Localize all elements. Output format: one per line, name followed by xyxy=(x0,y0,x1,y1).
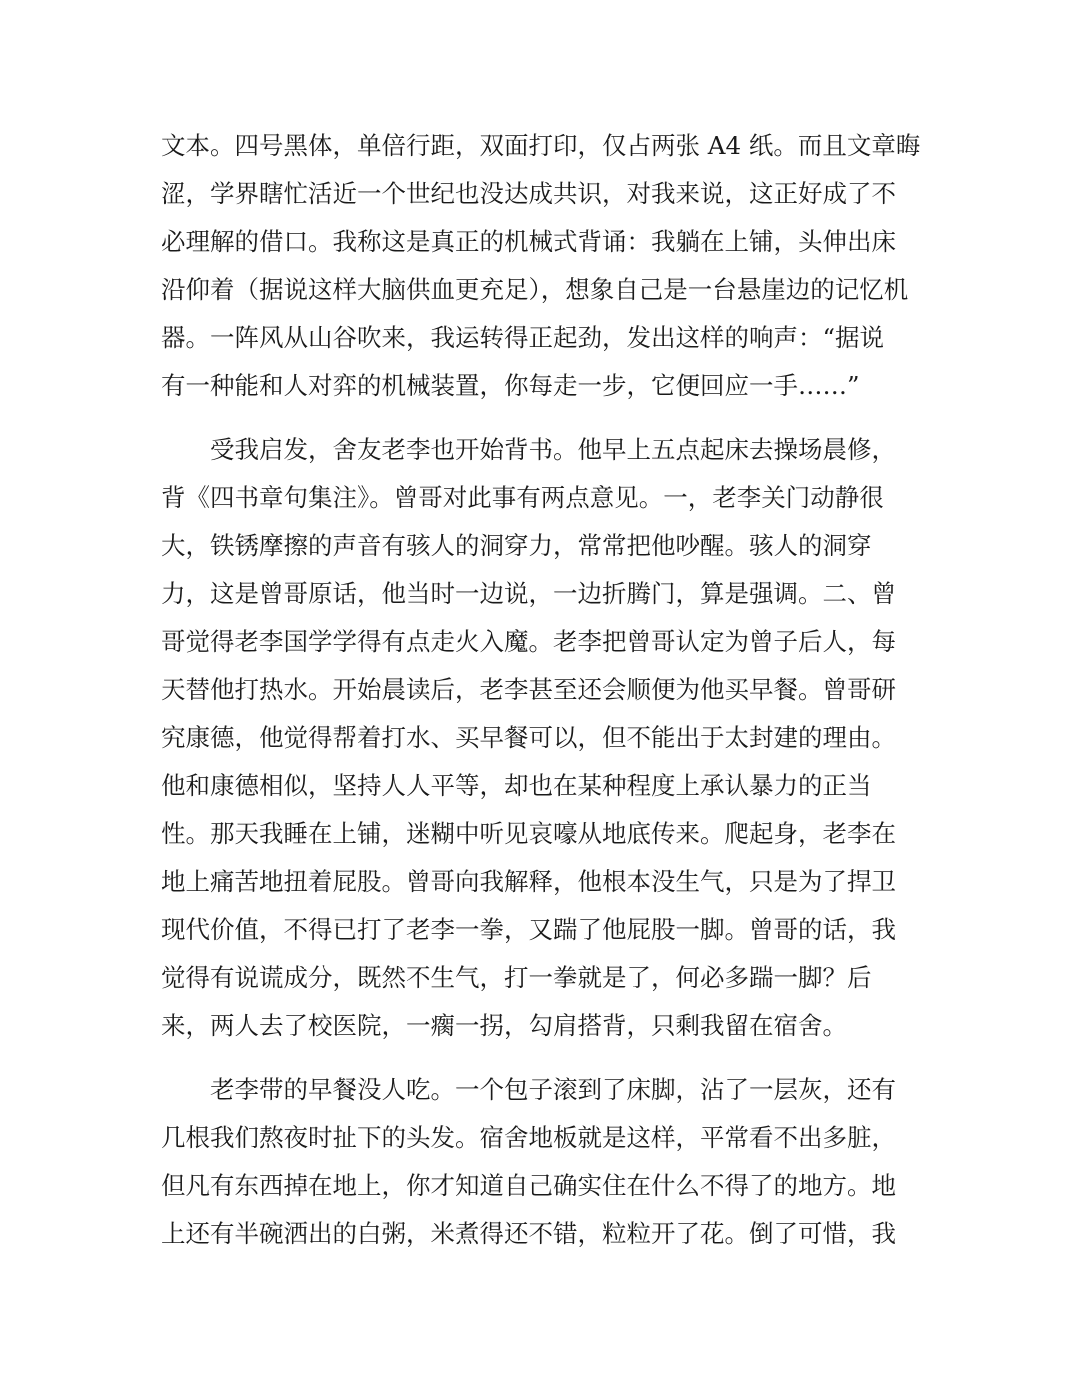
text-line: 他和康德相似，坚持人人平等，却也在某种程度上承认暴力的正当 xyxy=(161,771,872,800)
text-line: 背《四书章句集注》。曾哥对此事有两点意见。一，老李关门动静很 xyxy=(161,483,884,512)
paragraph-2 xyxy=(161,426,921,1050)
paragraph-gap xyxy=(161,410,921,426)
text-line: 哥觉得老李国学学得有点走火入魔。老李把曾哥认定为曾子后人，每 xyxy=(161,627,896,656)
text-line: 但凡有东西掉在地上，你才知道自己确实住在什么不得了的地方。地 xyxy=(161,1171,896,1200)
text-line: 天替他打热水。开始晨读后，老李甚至还会顺便为他买早餐。曾哥研 xyxy=(161,675,896,704)
text-line: 现代价值，不得已打了老李一拳，又踹了他屁股一脚。曾哥的话，我 xyxy=(161,915,896,944)
text-line: 大，铁锈摩擦的声音有骇人的洞穿力，常常把他吵醒。骇人的洞穿 xyxy=(161,531,872,560)
paragraph-1 xyxy=(161,122,921,410)
text-line: 有一种能和人对弈的机械装置，你每走一步，它便回应一手……” xyxy=(161,371,860,400)
text-line: 沿仰着（据说这样大脑供血更充足），想象自己是一台悬崖边的记忆机 xyxy=(161,275,909,304)
text-line: 地上痛苦地扭着屁股。曾哥向我解释，他根本没生气，只是为了捍卫 xyxy=(161,867,896,896)
text-line: 文本。四号黑体，单倍行距，双面打印，仅占两张 A4 纸。而且文章晦 xyxy=(161,131,921,160)
text-line: 必理解的借口。我称这是真正的机械式背诵：我躺在上铺，头伸出床 xyxy=(161,227,896,256)
text-line: 涩，学界瞎忙活近一个世纪也没达成共识，对我来说，这正好成了不 xyxy=(161,179,896,208)
text-line: 力，这是曾哥原话，他当时一边说，一边折腾门，算是强调。二、曾 xyxy=(161,579,896,608)
paragraph-3 xyxy=(161,1066,921,1258)
body-text xyxy=(161,122,921,1258)
text-line: 老李带的早餐没人吃。一个包子滚到了床脚，沾了一层灰，还有 xyxy=(161,1075,896,1104)
text-line: 觉得有说谎成分，既然不生气，打一拳就是了，何必多踹一脚？后 xyxy=(161,963,872,992)
text-line: 器。一阵风从山谷吹来，我运转得正起劲，发出这样的响声：“据说 xyxy=(161,323,885,352)
text-line: 受我启发，舍友老李也开始背书。他早上五点起床去操场晨修， xyxy=(161,435,896,464)
text-line: 究康德，他觉得帮着打水、买早餐可以，但不能出于太封建的理由。 xyxy=(161,723,896,752)
text-line: 来，两人去了校医院，一瘸一拐，勾肩搭背，只剩我留在宿舍。 xyxy=(161,1011,847,1040)
text-line: 性。那天我睡在上铺，迷糊中听见哀嚎从地底传来。爬起身，老李在 xyxy=(161,819,896,848)
text-line: 上还有半碗洒出的白粥，米煮得还不错，粒粒开了花。倒了可惜，我 xyxy=(161,1219,896,1248)
text-line: 几根我们熬夜时扯下的头发。宿舍地板就是这样，平常看不出多脏， xyxy=(161,1123,896,1152)
paragraph-gap xyxy=(161,1050,921,1066)
